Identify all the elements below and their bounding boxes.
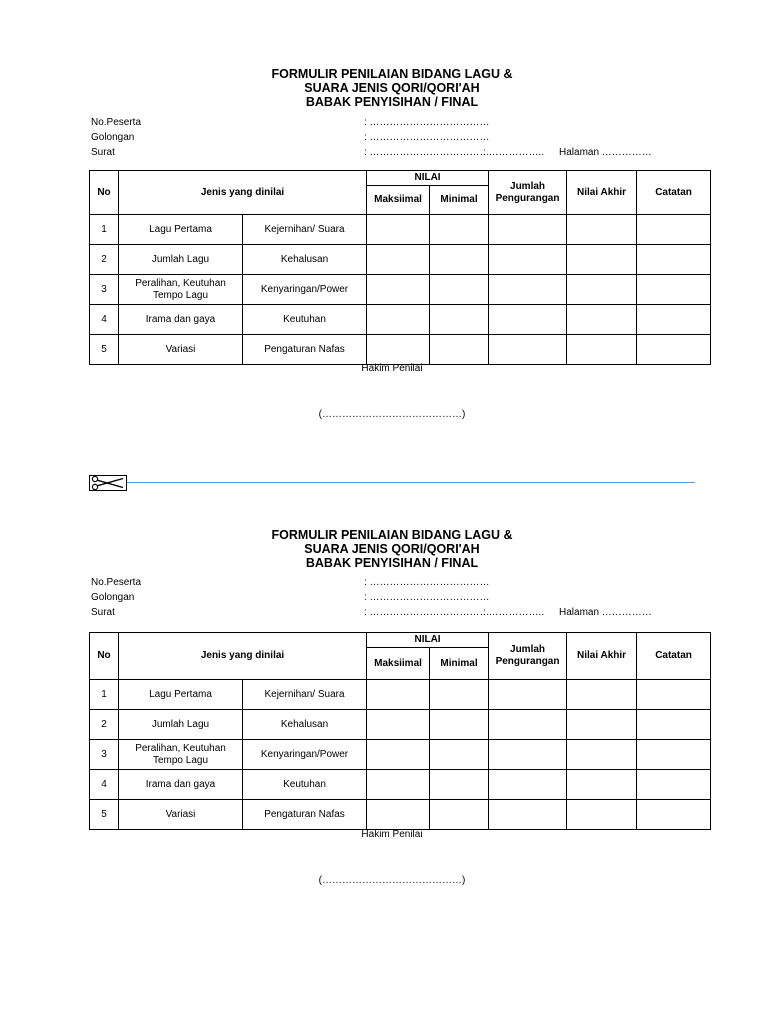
header-akhir: Nilai Akhir xyxy=(567,171,637,215)
row-no: 1 xyxy=(90,215,119,245)
table-row xyxy=(90,275,711,305)
cell-jumlah[interactable] xyxy=(489,335,567,365)
cell-catatan[interactable] xyxy=(637,305,711,335)
cell-minimal[interactable] xyxy=(430,275,489,305)
row-no: 3 xyxy=(90,740,119,770)
header-akhir: Nilai Akhir xyxy=(567,633,637,680)
header-minimal: Minimal xyxy=(430,186,489,215)
header-jumlah: Jumlah Pengurangan xyxy=(489,171,567,215)
cell-akhir[interactable] xyxy=(567,770,637,800)
row-no: 2 xyxy=(90,710,119,740)
cell-maksimal[interactable] xyxy=(367,680,430,710)
header-nilai: NILAI xyxy=(367,633,489,648)
cell-minimal[interactable] xyxy=(430,770,489,800)
cell-jumlah[interactable] xyxy=(489,800,567,830)
cell-jumlah[interactable] xyxy=(489,710,567,740)
cell-maksimal[interactable] xyxy=(367,800,430,830)
surat-field[interactable]: : ……………………………… xyxy=(364,607,490,618)
title-line-3: BABAK PENYISIHAN / FINAL xyxy=(305,95,479,109)
title-line-1: FORMULIR PENILAIAN BIDANG LAGU & xyxy=(271,528,513,542)
header-maksimal: Maksiimal xyxy=(367,648,430,680)
cell-jumlah[interactable] xyxy=(489,680,567,710)
row-criterion: Variasi xyxy=(119,800,243,830)
title-line-2: SUARA JENIS QORI/QORI'AH xyxy=(304,81,480,95)
cell-catatan[interactable] xyxy=(637,800,711,830)
golongan-label: Golongan xyxy=(91,132,135,143)
cell-jumlah[interactable] xyxy=(489,275,567,305)
row-no: 4 xyxy=(90,770,119,800)
golongan-label: Golongan xyxy=(91,592,135,603)
row-no: 2 xyxy=(90,245,119,275)
cell-catatan[interactable] xyxy=(637,245,711,275)
title-line-1: FORMULIR PENILAIAN BIDANG LAGU & xyxy=(271,67,513,81)
cell-akhir[interactable] xyxy=(567,335,637,365)
header-jenis: Jenis yang dinilai xyxy=(119,633,367,680)
cell-jumlah[interactable] xyxy=(489,305,567,335)
row-criterion: Irama dan gaya xyxy=(119,770,243,800)
row-no: 1 xyxy=(90,680,119,710)
peserta-field[interactable]: : ……………………………… xyxy=(364,117,490,128)
form-title xyxy=(0,528,768,570)
row-criterion: Lagu Pertama xyxy=(119,680,243,710)
cell-minimal[interactable] xyxy=(430,305,489,335)
cell-akhir[interactable] xyxy=(567,800,637,830)
cell-jumlah[interactable] xyxy=(489,245,567,275)
ayat-field[interactable]: : …………….. xyxy=(483,147,545,158)
cell-akhir[interactable] xyxy=(567,740,637,770)
golongan-field[interactable]: : ……………………………… xyxy=(364,592,490,603)
row-aspect: Pengaturan Nafas xyxy=(243,335,367,365)
row-aspect: Pengaturan Nafas xyxy=(243,800,367,830)
golongan-field[interactable]: : ……………………………… xyxy=(364,132,490,143)
cell-minimal[interactable] xyxy=(430,215,489,245)
row-criterion: Peralihan, Keutuhan Tempo Lagu xyxy=(119,740,243,770)
cell-maksimal[interactable] xyxy=(367,710,430,740)
row-aspect: Kejernihan/ Suara xyxy=(243,215,367,245)
cell-akhir[interactable] xyxy=(567,275,637,305)
cell-akhir[interactable] xyxy=(567,710,637,740)
judge-label: Hakim Penilai xyxy=(361,363,423,374)
cell-maksimal[interactable] xyxy=(367,275,430,305)
signature-line[interactable]: (……………………………………) xyxy=(318,409,466,420)
surat-field[interactable]: : ……………………………… xyxy=(364,147,490,158)
participant-info xyxy=(91,575,691,620)
row-criterion: Jumlah Lagu xyxy=(119,710,243,740)
cut-line xyxy=(89,474,699,492)
cell-minimal[interactable] xyxy=(430,710,489,740)
cell-maksimal[interactable] xyxy=(367,305,430,335)
header-minimal: Minimal xyxy=(430,648,489,680)
row-criterion: Lagu Pertama xyxy=(119,215,243,245)
header-catatan: Catatan xyxy=(637,171,711,215)
cell-maksimal[interactable] xyxy=(367,245,430,275)
table-row xyxy=(90,710,711,740)
row-aspect: Kejernihan/ Suara xyxy=(243,680,367,710)
row-aspect: Keutuhan xyxy=(243,305,367,335)
scissors-icon xyxy=(89,474,127,492)
cell-jumlah[interactable] xyxy=(489,740,567,770)
halaman-field[interactable]: Halaman …………… xyxy=(559,147,652,158)
cell-maksimal[interactable] xyxy=(367,740,430,770)
scoring-table xyxy=(89,632,711,830)
dashed-cut-line xyxy=(127,482,695,483)
cell-catatan[interactable] xyxy=(637,680,711,710)
cell-akhir[interactable] xyxy=(567,245,637,275)
cell-jumlah[interactable] xyxy=(489,215,567,245)
row-criterion: Jumlah Lagu xyxy=(119,245,243,275)
header-nilai: NILAI xyxy=(367,171,489,186)
row-criterion: Variasi xyxy=(119,335,243,365)
cell-minimal[interactable] xyxy=(430,245,489,275)
surat-label: Surat xyxy=(91,147,115,158)
cell-jumlah[interactable] xyxy=(489,770,567,800)
peserta-label: No.Peserta xyxy=(91,577,142,588)
cell-catatan[interactable] xyxy=(637,335,711,365)
row-no: 3 xyxy=(90,275,119,305)
cell-catatan[interactable] xyxy=(637,770,711,800)
row-criterion: Irama dan gaya xyxy=(119,305,243,335)
title-line-3: BABAK PENYISIHAN / FINAL xyxy=(305,556,479,570)
header-jenis: Jenis yang dinilai xyxy=(119,171,367,215)
table-row xyxy=(90,680,711,710)
cell-catatan[interactable] xyxy=(637,275,711,305)
cell-catatan[interactable] xyxy=(637,215,711,245)
cell-minimal[interactable] xyxy=(430,740,489,770)
signature-line[interactable]: (……………………………………) xyxy=(318,875,466,886)
table-row xyxy=(90,215,711,245)
row-aspect: Kenyaringan/Power xyxy=(243,740,367,770)
header-maksimal: Maksiimal xyxy=(367,186,430,215)
peserta-label: No.Peserta xyxy=(91,117,142,128)
table-row xyxy=(90,740,711,770)
cell-minimal[interactable] xyxy=(430,335,489,365)
table-row xyxy=(90,800,711,830)
row-no: 5 xyxy=(90,800,119,830)
table-row xyxy=(90,335,711,365)
surat-label: Surat xyxy=(91,607,115,618)
header-no: No xyxy=(90,171,119,215)
table-row xyxy=(90,245,711,275)
peserta-field[interactable]: : ……………………………… xyxy=(364,577,490,588)
table-row xyxy=(90,305,711,335)
ayat-field[interactable]: : …………….. xyxy=(483,607,545,618)
row-no: 4 xyxy=(90,305,119,335)
cell-akhir[interactable] xyxy=(567,680,637,710)
halaman-field[interactable]: Halaman …………… xyxy=(559,607,652,618)
row-no: 5 xyxy=(90,335,119,365)
row-aspect: Keutuhan xyxy=(243,770,367,800)
participant-info xyxy=(91,115,691,160)
cell-minimal[interactable] xyxy=(430,800,489,830)
row-criterion: Peralihan, Keutuhan Tempo Lagu xyxy=(119,275,243,305)
cell-akhir[interactable] xyxy=(567,215,637,245)
form-title xyxy=(0,67,768,109)
cell-maksimal[interactable] xyxy=(367,770,430,800)
row-aspect: Kenyaringan/Power xyxy=(243,275,367,305)
row-aspect: Kehalusan xyxy=(243,710,367,740)
cell-minimal[interactable] xyxy=(430,680,489,710)
cell-catatan[interactable] xyxy=(637,710,711,740)
header-jumlah: Jumlah Pengurangan xyxy=(489,633,567,680)
cell-maksimal[interactable] xyxy=(367,215,430,245)
header-catatan: Catatan xyxy=(637,633,711,680)
header-no: No xyxy=(90,633,119,680)
table-row xyxy=(90,770,711,800)
cell-catatan[interactable] xyxy=(637,740,711,770)
row-aspect: Kehalusan xyxy=(243,245,367,275)
title-line-2: SUARA JENIS QORI/QORI'AH xyxy=(304,542,480,556)
cell-akhir[interactable] xyxy=(567,305,637,335)
cell-maksimal[interactable] xyxy=(367,335,430,365)
scoring-table xyxy=(89,170,711,365)
judge-label: Hakim Penilai xyxy=(361,829,423,840)
